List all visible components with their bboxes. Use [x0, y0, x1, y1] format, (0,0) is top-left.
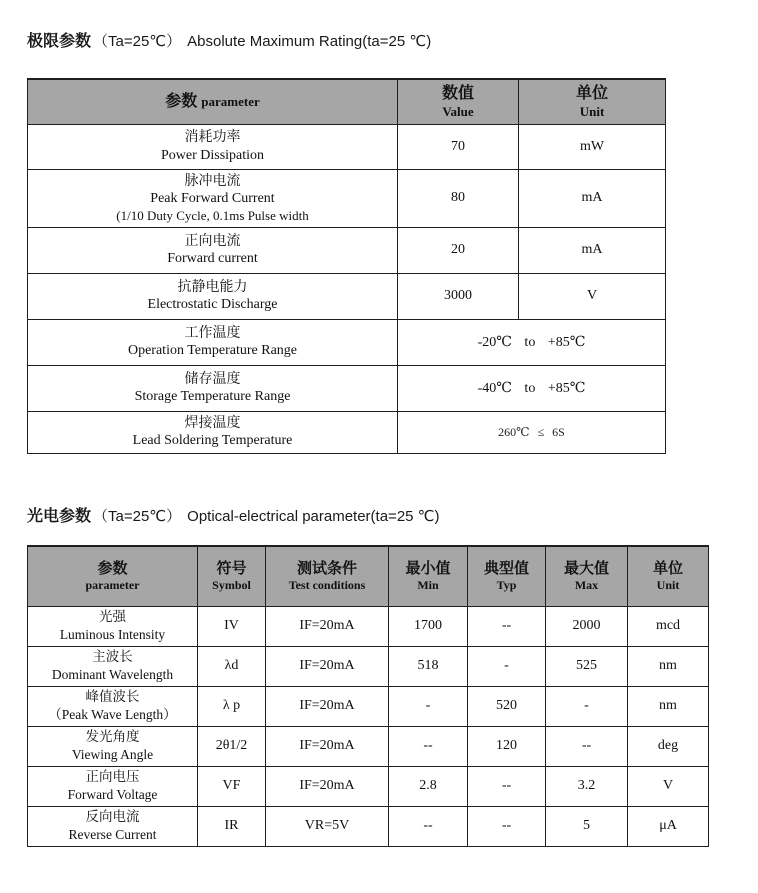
unit-cell: mA: [519, 169, 666, 227]
table-row-power-dissipation: [28, 124, 666, 169]
table2-col-header-max: 最大值 Max: [546, 546, 628, 606]
max-cell: --: [546, 726, 628, 766]
section-title-optical-electrical-parameter: [27, 503, 440, 526]
table-row-electrostatic-discharge: [28, 273, 666, 319]
symbol-cell: IR: [198, 806, 266, 846]
value-cell: 3000: [398, 273, 519, 319]
table-row-lead-soldering-temperature: [28, 411, 666, 453]
parameter-cell: 储存温度 Storage Temperature Range: [28, 365, 398, 411]
table2-col-header-symbol: 符号 Symbol: [198, 546, 266, 606]
optical-electrical-parameter-table: [27, 545, 709, 847]
unit-cell: nm: [628, 686, 709, 726]
table2-col-header-unit: 单位 Unit: [628, 546, 709, 606]
title-chinese: 极限参数: [27, 33, 92, 50]
value-range-cell: -40℃ to +85℃: [398, 365, 666, 411]
table1-header-row: [28, 79, 666, 124]
table2-col-header-typ: 典型值 Typ: [468, 546, 546, 606]
unit-cell: nm: [628, 646, 709, 686]
table-row-reverse-current: [28, 806, 709, 846]
value-range-cell: -20℃ to +85℃: [398, 319, 666, 365]
symbol-cell: IV: [198, 606, 266, 646]
typ-cell: --: [468, 806, 546, 846]
max-cell: 3.2: [546, 766, 628, 806]
table1-col-header-value: 数值 Value: [398, 79, 519, 124]
unit-cell: μA: [628, 806, 709, 846]
condition-cell: VR=5V: [266, 806, 389, 846]
min-cell: 1700: [389, 606, 468, 646]
max-cell: -: [546, 686, 628, 726]
min-cell: --: [389, 806, 468, 846]
title-condition: （Ta=25℃）: [93, 508, 182, 525]
table1-col-header-parameter: 参数 parameter: [28, 79, 398, 124]
parameter-cell: 脉冲电流 Peak Forward Current (1/10 Duty Cycle, 0.1ms Pulse width: [28, 169, 398, 227]
unit-cell: deg: [628, 726, 709, 766]
parameter-cell: 抗静电能力 Electrostatic Discharge: [28, 273, 398, 319]
typ-cell: --: [468, 766, 546, 806]
symbol-cell: VF: [198, 766, 266, 806]
table-row-operation-temperature: [28, 319, 666, 365]
title-chinese: 光电参数: [27, 508, 92, 525]
max-cell: 2000: [546, 606, 628, 646]
table1-col-header-unit: 单位 Unit: [519, 79, 666, 124]
condition-cell: IF=20mA: [266, 606, 389, 646]
table2-col-header-test-conditions: 测试条件 Test conditions: [266, 546, 389, 606]
table-row-forward-voltage: [28, 766, 709, 806]
value-range-cell: 260℃ ≤ 6S: [398, 411, 666, 453]
table-row-storage-temperature: [28, 365, 666, 411]
table-row-peak-wave-length: [28, 686, 709, 726]
symbol-cell: 2θ1/2: [198, 726, 266, 766]
value-cell: 20: [398, 227, 519, 273]
parameter-cell: 主波长 Dominant Wavelength: [28, 646, 198, 686]
unit-cell: mcd: [628, 606, 709, 646]
typ-cell: -: [468, 646, 546, 686]
table-row-peak-forward-current: [28, 169, 666, 227]
parameter-cell: 光强 Luminous Intensity: [28, 606, 198, 646]
parameter-cell: 峰值波长 （Peak Wave Length）: [28, 686, 198, 726]
parameter-cell: 工作温度 Operation Temperature Range: [28, 319, 398, 365]
table-row-dominant-wavelength: [28, 646, 709, 686]
value-cell: 70: [398, 124, 519, 169]
typ-cell: --: [468, 606, 546, 646]
condition-cell: IF=20mA: [266, 726, 389, 766]
typ-cell: 520: [468, 686, 546, 726]
parameter-cell: 反向电流 Reverse Current: [28, 806, 198, 846]
condition-cell: IF=20mA: [266, 766, 389, 806]
title-english: Optical-electrical parameter(ta=25 ℃): [187, 508, 440, 525]
unit-cell: V: [628, 766, 709, 806]
min-cell: 518: [389, 646, 468, 686]
parameter-cell: 正向电压 Forward Voltage: [28, 766, 198, 806]
table2-col-header-min: 最小值 Min: [389, 546, 468, 606]
max-cell: 525: [546, 646, 628, 686]
parameter-cell: 焊接温度 Lead Soldering Temperature: [28, 411, 398, 453]
value-cell: 80: [398, 169, 519, 227]
section-title-absolute-maximum-rating: [27, 28, 431, 51]
condition-cell: IF=20mA: [266, 646, 389, 686]
symbol-cell: λd: [198, 646, 266, 686]
min-cell: -: [389, 686, 468, 726]
unit-cell: V: [519, 273, 666, 319]
absolute-maximum-rating-table: [27, 78, 666, 454]
unit-cell: mW: [519, 124, 666, 169]
unit-cell: mA: [519, 227, 666, 273]
parameter-cell: 消耗功率 Power Dissipation: [28, 124, 398, 169]
title-english: Absolute Maximum Rating(ta=25 ℃): [187, 33, 432, 50]
table-row-forward-current: [28, 227, 666, 273]
symbol-cell: λ p: [198, 686, 266, 726]
min-cell: 2.8: [389, 766, 468, 806]
parameter-cell: 正向电流 Forward current: [28, 227, 398, 273]
title-condition: （Ta=25℃）: [93, 33, 182, 50]
table2-header-row: [28, 546, 709, 606]
max-cell: 5: [546, 806, 628, 846]
table-row-viewing-angle: [28, 726, 709, 766]
table-row-luminous-intensity: [28, 606, 709, 646]
typ-cell: 120: [468, 726, 546, 766]
min-cell: --: [389, 726, 468, 766]
parameter-cell: 发光角度 Viewing Angle: [28, 726, 198, 766]
table2-col-header-parameter: 参数 parameter: [28, 546, 198, 606]
condition-cell: IF=20mA: [266, 686, 389, 726]
